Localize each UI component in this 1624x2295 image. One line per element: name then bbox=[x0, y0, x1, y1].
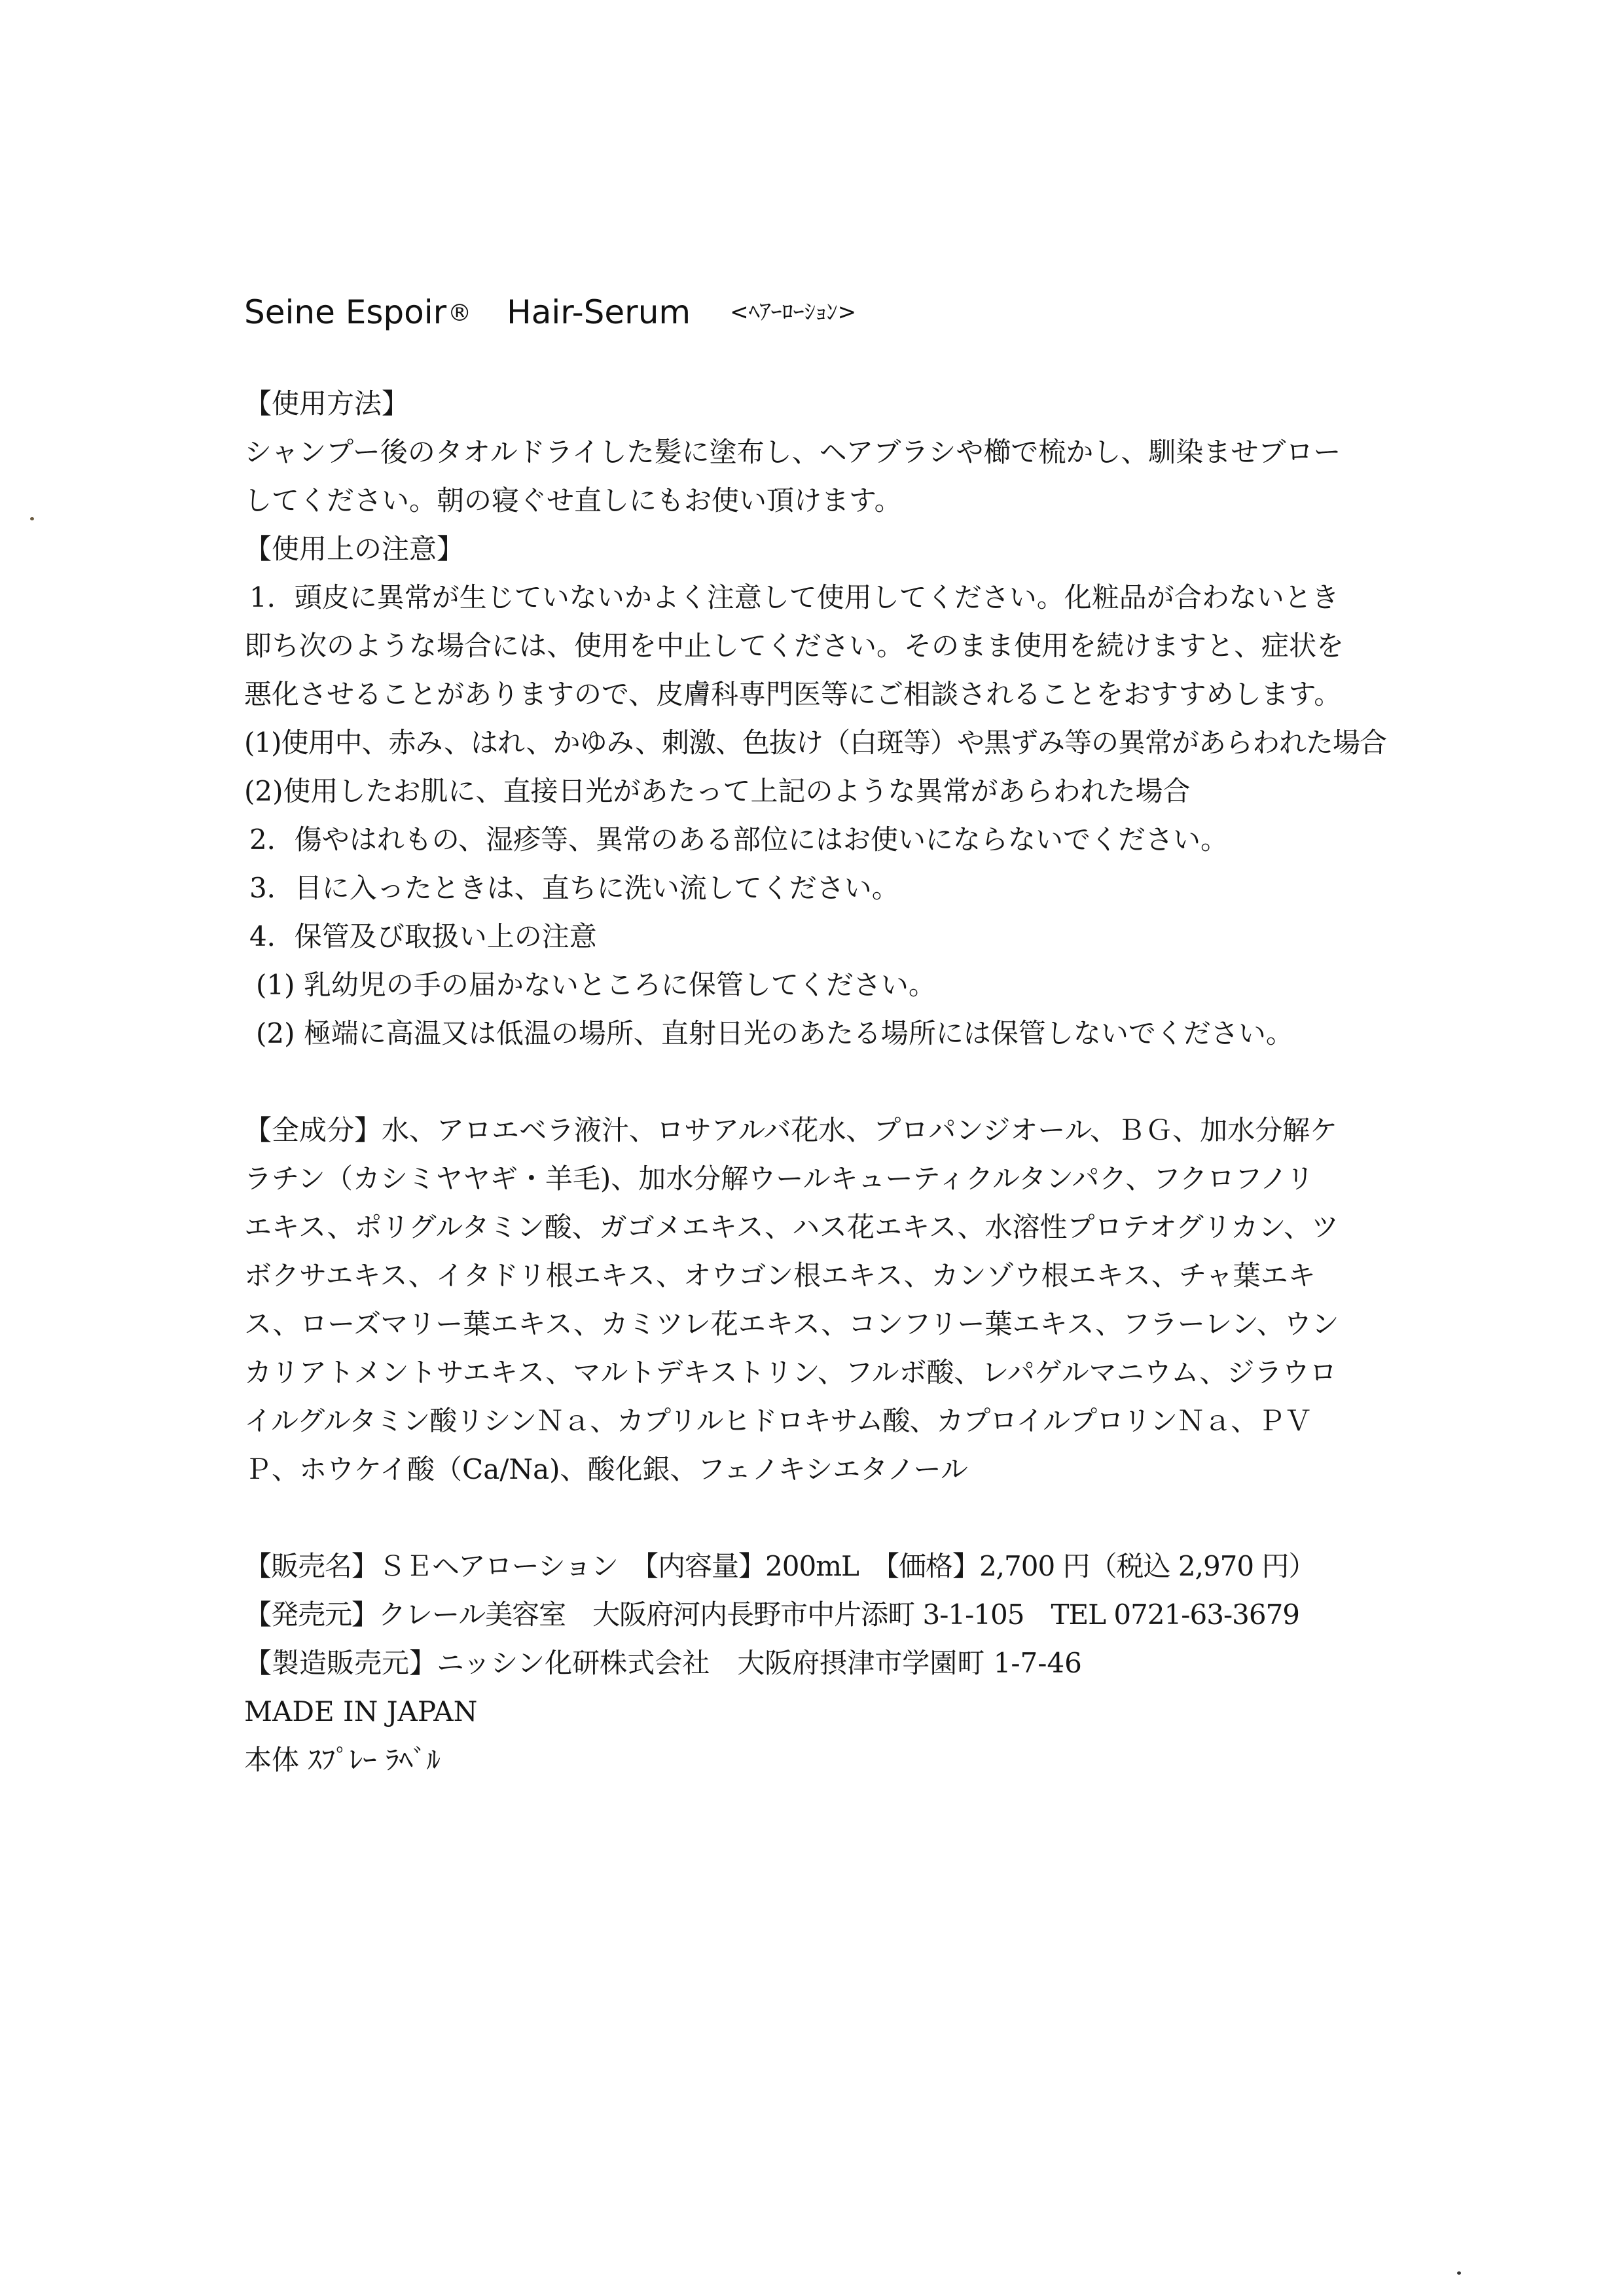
ingredients-line: カリアトメントサエキス、マルトデキストリン、フルボ酸、レパゲルマニウム、ジラウロ bbox=[244, 1356, 1337, 1388]
caution-line: 4．保管及び取扱い上の注意 bbox=[249, 920, 597, 952]
caution-line: 悪化させることがありますので、皮膚科専門医等にご相談されることをおすすめします。 bbox=[244, 678, 1342, 710]
caution-line: (2)使用したお肌に、直接日光があたって上記のような異常があらわれた場合 bbox=[244, 775, 1191, 807]
scan-speck bbox=[1457, 2271, 1461, 2275]
caution-line: 2．傷やはれもの、湿疹等、異常のある部位にはお使いにならないでください。 bbox=[249, 823, 1229, 856]
caution-line: (1)使用中、赤み、はれ、かゆみ、刺激、色抜け（白斑等）や黒ずみ等の異常があらわれた場合 bbox=[244, 727, 1387, 759]
ingredients-line: ラチン（カシミヤヤギ・羊毛)、加水分解ウールキューティクルタンパク、フクロフノリ bbox=[244, 1163, 1314, 1195]
brand-name: Seine Espoir bbox=[244, 293, 447, 331]
caution-line: 即ち次のような場合には、使用を中止してください。そのまま使用を続けますと、症状を bbox=[244, 630, 1344, 662]
product-title bbox=[244, 293, 857, 331]
scan-speck bbox=[30, 517, 34, 520]
ingredients-line: Ｐ、ホウケイ酸（Ca/Na)、酸化銀、フェノキシエタノール bbox=[244, 1453, 968, 1485]
caution-line: (1) 乳幼児の手の届かないところに保管してください。 bbox=[256, 969, 936, 1001]
ingredients-line: 【全成分】水、アロエベラ液汁、ロサアルバ花水、プロパンジオール、ＢＧ、加水分解ケ bbox=[244, 1114, 1338, 1146]
usage-heading: 【使用方法】 bbox=[244, 388, 410, 420]
label-note-line: 本体 ｽﾌﾟﾚｰ ﾗﾍﾞﾙ bbox=[244, 1744, 441, 1776]
origin-line: MADE IN JAPAN bbox=[244, 1695, 478, 1727]
product-subtitle: <ﾍｱｰﾛｰｼｮﾝ> bbox=[730, 299, 857, 325]
cautions-heading: 【使用上の注意】 bbox=[244, 533, 465, 565]
product-name: Hair-Serum bbox=[507, 293, 691, 331]
ingredients-line: ス、ローズマリー葉エキス、カミツレ花エキス、コンフリー葉エキス、フラーレン、ウン bbox=[244, 1308, 1339, 1340]
usage-line: してください。朝の寝ぐせ直しにもお使い頂けます。 bbox=[244, 484, 902, 516]
registered-mark: ® bbox=[448, 300, 472, 327]
distributor-line: 【発売元】クレール美容室 大阪府河内長野市中片添町 3-1-105 TEL 0721-63-3679 bbox=[244, 1599, 1300, 1631]
caution-line: 3．目に入ったときは、直ちに洗い流してください。 bbox=[249, 872, 899, 904]
manufacturer-line: 【製造販売元】ニッシン化研株式会社 大阪府摂津市学園町 1-7-46 bbox=[244, 1647, 1082, 1679]
sales-info-line: 【販売名】ＳＥヘアローション 【内容量】200mL 【価格】2,700 円（税込 2,970 円） bbox=[244, 1550, 1316, 1582]
usage-line: シャンプー後のタオルドライした髪に塗布し、ヘアブラシや櫛で梳かし、馴染ませブロー bbox=[244, 436, 1341, 468]
ingredients-line: エキス、ポリグルタミン酸、ガゴメエキス、ハス花エキス、水溶性プロテオグリカン、ツ bbox=[244, 1211, 1339, 1243]
ingredients-line: ボクサエキス、イタドリ根エキス、オウゴン根エキス、カンゾウ根エキス、チャ葉エキ bbox=[244, 1259, 1316, 1292]
ingredients-line: イルグルタミン酸リシンＮａ、カプリルヒドロキサム酸、カプロイルプロリンＮａ、ＰＶ bbox=[244, 1405, 1312, 1437]
document-body bbox=[244, 380, 1422, 1784]
caution-line: (2) 極端に高温又は低温の場所、直射日光のあたる場所には保管しないでください。 bbox=[256, 1017, 1293, 1049]
caution-line: 1．頭皮に異常が生じていないかよく注意して使用してください。化粧品が合わないとき bbox=[249, 581, 1339, 613]
